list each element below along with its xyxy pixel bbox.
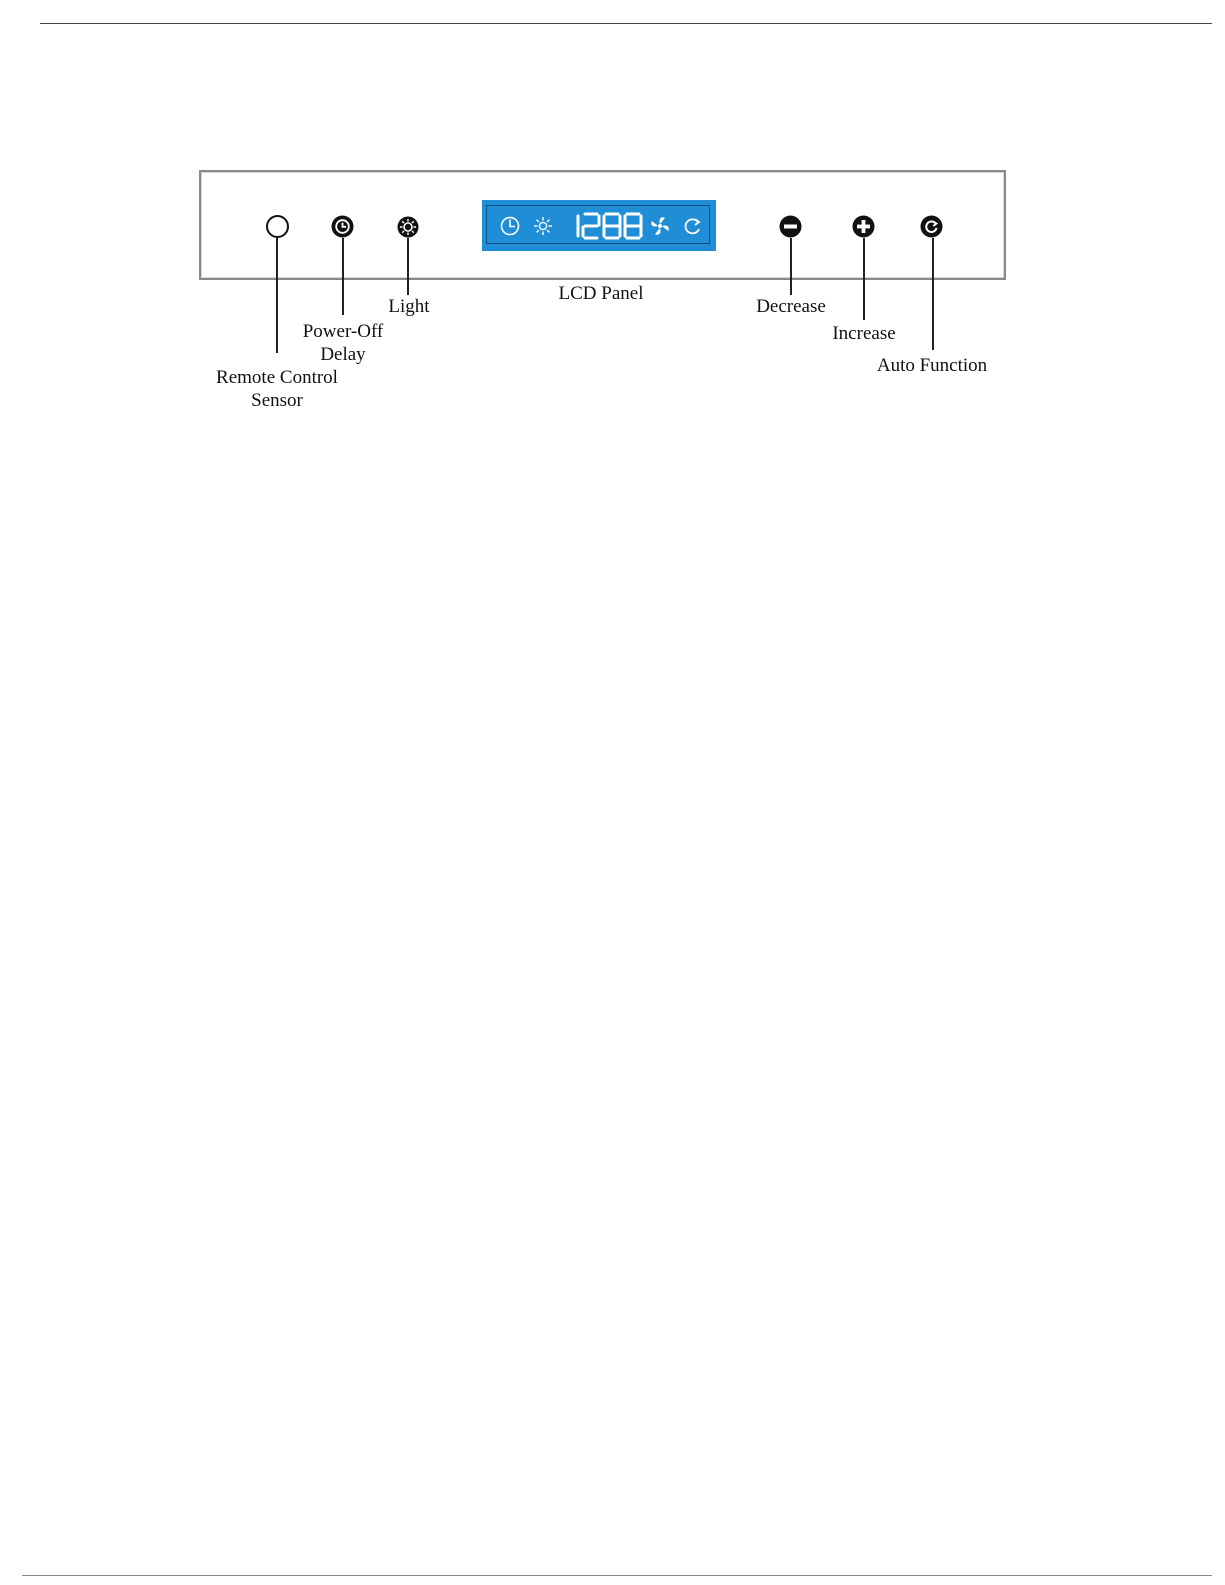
leader-remote-sensor (276, 238, 278, 353)
leader-increase (863, 238, 865, 320)
leader-power-off-delay (342, 238, 344, 315)
leader-auto-function (932, 238, 934, 350)
auto-cycle-icon (686, 219, 699, 233)
lcd-digit (625, 214, 641, 238)
fan-icon (651, 217, 669, 235)
light-button[interactable] (397, 216, 419, 238)
label-lcd-panel: LCD Panel (558, 283, 644, 304)
minus-icon (779, 215, 802, 238)
lcd-panel (482, 200, 716, 251)
label-increase: Increase (832, 323, 896, 344)
power-off-delay-button[interactable] (331, 215, 354, 238)
auto-cycle-icon (920, 215, 943, 238)
label-power-off-delay: Power-Off Delay (302, 321, 384, 365)
clock-icon (502, 218, 519, 235)
auto-function-button[interactable] (920, 215, 943, 238)
label-light: Light (388, 296, 430, 317)
remote-control-sensor (266, 215, 289, 238)
lcd-digit (604, 214, 620, 238)
decrease-button[interactable] (779, 215, 802, 238)
leader-light (407, 238, 409, 295)
bottom-rule (22, 1575, 1212, 1576)
increase-button[interactable] (852, 215, 875, 238)
lcd-digits (578, 214, 641, 238)
plus-icon (852, 215, 875, 238)
light-bulb-icon (397, 216, 419, 238)
top-rule (40, 23, 1212, 24)
leader-decrease (790, 238, 792, 295)
lcd-content (482, 200, 716, 251)
label-remote-control-sensor: Remote Control Sensor (216, 367, 338, 411)
lcd-digit (583, 214, 599, 238)
label-auto-function: Auto Function (876, 355, 988, 376)
light-icon (534, 217, 552, 235)
clock-icon (331, 215, 354, 238)
label-decrease: Decrease (756, 296, 826, 317)
